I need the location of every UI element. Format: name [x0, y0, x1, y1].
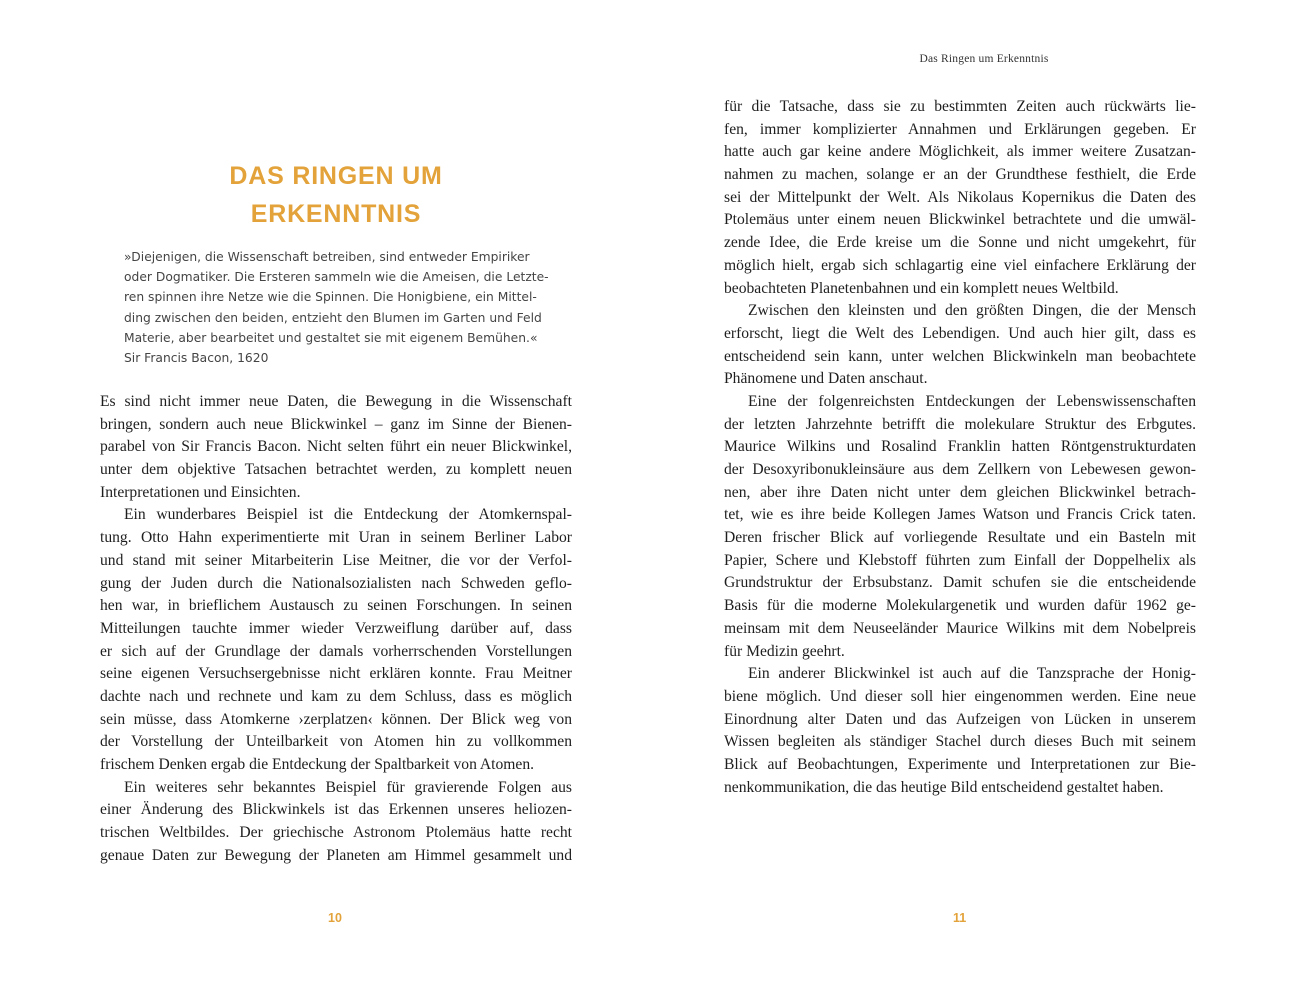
text-line: seine eigenen Versuchsergebnisse nicht erklären konnte. Frau Meitner: [100, 665, 572, 683]
right-page: [648, 0, 1295, 1000]
text-line: genaue Daten zur Bewegung der Planeten am Himmel gesammelt und: [100, 846, 572, 864]
text-line: Eine der folgenreichsten Entdeckungen der Lebenswissenschaften: [748, 392, 1196, 410]
left-body-text: [100, 391, 572, 867]
text-line: Basis für die moderne Molekulargenetik und wurden dafür 1962 ge-: [724, 597, 1196, 615]
text-line: Wissen begleiten als ständiger Stachel durch dieses Buch mit seinem: [724, 733, 1196, 751]
text-line: biene möglich. Und dieser soll hier eingenommen werden. Eine neue: [724, 687, 1196, 705]
text-line: der Vorstellung der Unteilbarkeit von Atomen hin zu vollkommen: [100, 733, 572, 751]
epigraph-quote: [124, 247, 564, 368]
text-line: tet, wie es ihre beide Kollegen James Watson und Francis Crick taten.: [724, 506, 1196, 524]
chapter-title-line: DAS RINGEN UM: [229, 162, 443, 190]
text-line: trischen Weltbildes. Der griechische Astronom Ptolemäus hatte recht: [100, 824, 572, 842]
text-line: Deren frischer Blick auf vorliegende Resultate und ein Basteln mit: [724, 529, 1196, 547]
text-line: erforscht, liegt die Welt des Lebendigen. Und auch hier gilt, dass es: [724, 324, 1196, 342]
text-line: parabel von Sir Francis Bacon. Nicht selten führt ein neuer Blickwinkel,: [100, 438, 572, 456]
text-line: Maurice Wilkins und Rosalind Franklin hatten Röntgenstrukturdaten: [724, 438, 1196, 456]
text-line: Phänomene und Daten anschaut.: [724, 370, 928, 388]
text-line: für die Tatsache, dass sie zu bestimmten Zeiten auch rückwärts lie-: [724, 98, 1196, 115]
text-line: hen war, in brieflichem Austausch zu seinen Forschungen. In seinen: [100, 597, 572, 615]
text-line: möglich hielt, ergab sich schlagartig eine viel einfachere Erklärung der: [724, 256, 1196, 274]
text-line: er sich auf der Grundlage der damals vorherrschenden Vorstellungen: [100, 642, 572, 660]
text-line: Ein anderer Blickwinkel ist auch auf die Tanzsprache der Honig-: [748, 665, 1196, 683]
page-number: 10: [328, 911, 342, 925]
right-body-text: [724, 96, 1196, 799]
text-line: Interpretationen und Einsichten.: [100, 483, 301, 501]
text-line: nenkommunikation, die das heutige Bild entscheidend gestaltet haben.: [724, 778, 1164, 796]
text-line: dachte nach und rechnete und kam zu dem Schluss, dass es möglich: [100, 687, 572, 705]
text-line: tung. Otto Hahn experimentierte mit Uran in seinem Berliner Labor: [100, 529, 572, 547]
text-line: sein müsse, dass Atomkerne ›zerplatzen‹ können. Der Blick weg von: [100, 710, 572, 728]
text-line: gung der Juden durch die Nationalsozialisten nach Schweden geflo-: [100, 574, 572, 592]
text-line: Ptolemäus unter einem neuen Blickwinkel betrachtete und die umwäl-: [724, 211, 1196, 229]
epigraph-line: »Diejenigen, die Wissenschaft betreiben, sind entweder Empiriker: [124, 250, 530, 264]
text-line: einer Änderung des Blickwinkels ist das Erkennen unseres heliozen-: [100, 801, 572, 819]
text-line: Blick auf Beobachtungen, Experimente und Interpretationen zur Bie-: [724, 755, 1196, 773]
text-line: zende Idee, die Erde kreise um die Sonne und nicht umgekehrt, für: [724, 234, 1196, 252]
epigraph-attribution: Sir Francis Bacon, 1620: [124, 351, 269, 366]
text-line: Es sind nicht immer neue Daten, die Bewegung in die Wissenschaft: [100, 393, 572, 410]
text-line: Mitteilungen tauchte immer wieder Verzweiflung darüber auf, dass: [100, 619, 572, 637]
chapter-title-line: ERKENNTNIS: [250, 200, 422, 228]
running-head: Das Ringen um Erkenntnis: [919, 53, 1049, 65]
chapter-title: [100, 157, 572, 233]
text-line: der Desoxyribonukleinsäure aus dem Zellkern von Lebewesen gewon-: [724, 461, 1196, 478]
text-line: und stand mit seiner Mitarbeiterin Lise Meitner, die vor der Verfol-: [100, 551, 572, 569]
epigraph-line: ren spinnen ihre Netze wie die Spinnen. Die Honigbiene, ein Mittel-: [124, 290, 537, 305]
text-line: entscheidend sein kann, unter welchen Blickwinkeln man beobachtete: [724, 347, 1196, 365]
epigraph-line: Materie, aber bearbeitet und gestaltet sie mit eigenem Bemühen.«: [124, 330, 538, 345]
page-number: 11: [953, 911, 967, 925]
text-line: Einordnung alter Daten und das Aufzeigen von Lücken in unserem: [724, 710, 1196, 728]
text-line: Ein weiteres sehr bekanntes Beispiel für gravierende Folgen aus: [124, 778, 572, 796]
left-page: [0, 0, 647, 1000]
epigraph-line: ding zwischen den beiden, entzieht den Blumen im Garten und Feld: [124, 310, 542, 325]
text-line: nahmen zu machen, solange er an der Grundthese festhielt, die Erde: [724, 166, 1196, 184]
text-line: der letzten Jahrzehnte betrifft die molekulare Struktur des Erbgutes.: [724, 415, 1196, 433]
text-line: meinsam mit dem Neuseeländer Maurice Wilkins mit dem Nobelpreis: [724, 619, 1196, 637]
text-line: hatte auch gar keine andere Möglichkeit, als immer weitere Zusatzan-: [724, 143, 1196, 161]
text-line: fen, immer komplizierter Annahmen und Erklärungen gegeben. Er: [724, 120, 1196, 138]
text-line: sei der Mittelpunkt der Welt. Als Nikolaus Kopernikus die Daten des: [724, 188, 1196, 206]
text-line: Papier, Schere und Klebstoff führten zum Einfall der Doppelhelix als: [724, 551, 1196, 569]
text-line: Grundstruktur der Erbsubstanz. Damit schufen sie die entscheidende: [724, 574, 1196, 592]
text-line: nen, aber ihre Daten nicht unter dem gleichen Blickwinkel betrach-: [724, 483, 1196, 501]
epigraph-line: oder Dogmatiker. Die Ersteren sammeln wie die Ameisen, die Letzte-: [124, 270, 549, 285]
text-line: bringen, sondern auch neue Blickwinkel – ganz im Sinne der Bienen-: [100, 415, 572, 433]
text-line: für Medizin geehrt.: [724, 642, 845, 660]
text-line: Zwischen den kleinsten und den größten Dingen, die der Mensch: [748, 302, 1196, 320]
text-line: beobachteten Planetenbahnen und ein komplett neues Weltbild.: [724, 279, 1119, 297]
text-line: frischem Denken ergab die Entdeckung der Spaltbarkeit von Atomen.: [100, 756, 535, 773]
text-line: Ein wunderbares Beispiel ist die Entdeckung der Atomkernspal-: [124, 506, 572, 524]
text-line: unter dem objektive Tatsachen betrachtet werden, zu komplett neuen: [100, 461, 572, 479]
